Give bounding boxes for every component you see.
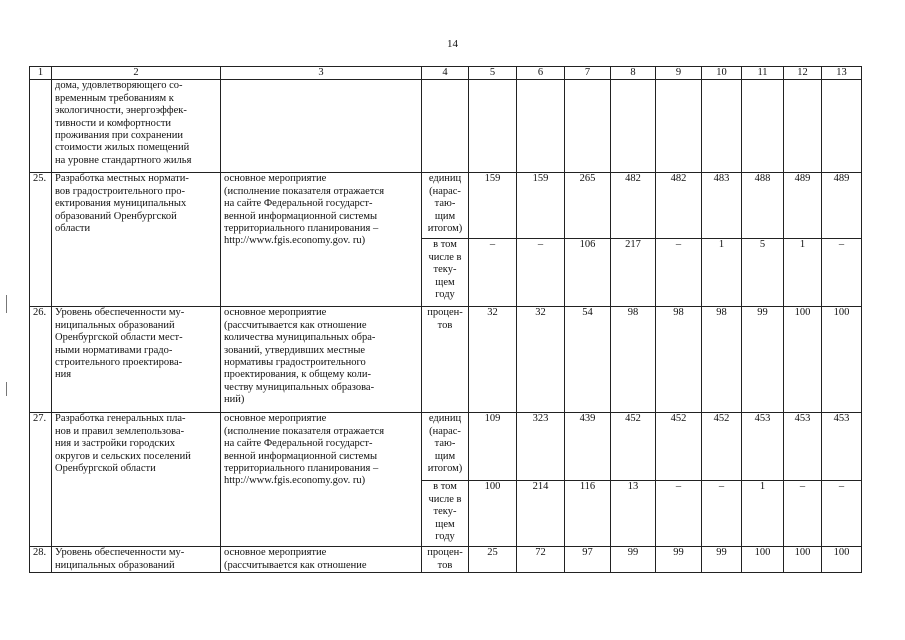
row-number-cell xyxy=(30,80,52,173)
column-number-cell: 11 xyxy=(742,67,784,80)
unit-cell: процен- тов xyxy=(422,307,469,413)
value-cell: 100 xyxy=(822,547,862,573)
value-cell: 13 xyxy=(611,481,656,547)
indicator-name-cell: дома, удовлетворяющего со- временным требованиям к экологичности, энергоэффек- тивности и комфортности проживания при сохранении стоимости жилых помещений на уровне стандартного жилья xyxy=(52,80,221,173)
table-row xyxy=(30,547,862,573)
column-number-cell: 3 xyxy=(221,67,422,80)
indicator-type-cell: основное мероприятие (рассчитывается как отношение количества муниципальных обра- зований, утвердивших местные нормативы градостроительного проектирования, к общему коли- честву муниципальных образова- ний) xyxy=(221,307,422,413)
value-cell: 100 xyxy=(742,547,784,573)
row-number-cell: 27. xyxy=(30,413,52,547)
value-cell: 159 xyxy=(469,173,517,239)
value-cell: 98 xyxy=(656,307,702,413)
table-row xyxy=(30,413,862,481)
column-number-cell: 1 xyxy=(30,67,52,80)
value-cell xyxy=(656,80,702,173)
column-number-cell: 7 xyxy=(565,67,611,80)
value-cell: 489 xyxy=(822,173,862,239)
column-number-cell: 8 xyxy=(611,67,656,80)
value-cell: 54 xyxy=(565,307,611,413)
value-cell: 453 xyxy=(822,413,862,481)
column-number-cell: 13 xyxy=(822,67,862,80)
value-cell: – xyxy=(517,239,565,307)
value-cell: 25 xyxy=(469,547,517,573)
value-cell xyxy=(565,80,611,173)
indicator-type-cell: основное мероприятие (рассчитывается как отношение xyxy=(221,547,422,573)
unit-cell: в том числе в теку- щем году xyxy=(422,481,469,547)
value-cell: 488 xyxy=(742,173,784,239)
indicator-type-cell: основное мероприятие (исполнение показателя отражается на сайте Федеральной государст- венной информационной системы территориального планирования – http://www.fgis.economy.gov. ru) xyxy=(221,413,422,547)
value-cell xyxy=(784,80,822,173)
value-cell: 98 xyxy=(702,307,742,413)
unit-cell: в том числе в теку- щем году xyxy=(422,239,469,307)
column-number-cell: 4 xyxy=(422,67,469,80)
value-cell: 99 xyxy=(611,547,656,573)
value-cell: – xyxy=(822,239,862,307)
value-cell: 5 xyxy=(742,239,784,307)
row-number-cell: 25. xyxy=(30,173,52,307)
value-cell: – xyxy=(822,481,862,547)
column-number-cell: 9 xyxy=(656,67,702,80)
value-cell: 489 xyxy=(784,173,822,239)
value-cell: 453 xyxy=(784,413,822,481)
unit-cell: процен- тов xyxy=(422,547,469,573)
value-cell xyxy=(702,80,742,173)
column-number-cell: 5 xyxy=(469,67,517,80)
value-cell: – xyxy=(702,481,742,547)
value-cell: 452 xyxy=(656,413,702,481)
value-cell: 116 xyxy=(565,481,611,547)
value-cell: 482 xyxy=(611,173,656,239)
page-number: 14 xyxy=(447,38,458,50)
value-cell: 452 xyxy=(611,413,656,481)
indicator-name-cell: Разработка местных нормати- вов градостроительного про- ектирования муниципальных образований Оренбургской области xyxy=(52,173,221,307)
value-cell: 159 xyxy=(517,173,565,239)
scan-margin-mark xyxy=(6,295,7,313)
table-row xyxy=(30,173,862,239)
value-cell: 1 xyxy=(742,481,784,547)
indicator-name-cell: Разработка генеральных пла- нов и правил землепользова- ния и застройки городских округов и сельских поселений Оренбургской области xyxy=(52,413,221,547)
value-cell: 100 xyxy=(469,481,517,547)
value-cell: 100 xyxy=(784,307,822,413)
column-number-cell: 6 xyxy=(517,67,565,80)
column-number-cell: 10 xyxy=(702,67,742,80)
value-cell: – xyxy=(656,239,702,307)
value-cell: 453 xyxy=(742,413,784,481)
value-cell xyxy=(469,80,517,173)
column-number-cell: 12 xyxy=(784,67,822,80)
value-cell: 32 xyxy=(469,307,517,413)
value-cell: 1 xyxy=(702,239,742,307)
value-cell: 1 xyxy=(784,239,822,307)
scan-margin-mark xyxy=(6,382,7,396)
row-number-cell: 28. xyxy=(30,547,52,573)
value-cell: 483 xyxy=(702,173,742,239)
table-row xyxy=(30,80,862,173)
value-cell: 482 xyxy=(656,173,702,239)
value-cell: 32 xyxy=(517,307,565,413)
value-cell: 452 xyxy=(702,413,742,481)
column-number-row xyxy=(30,67,862,80)
unit-cell xyxy=(422,80,469,173)
value-cell: 109 xyxy=(469,413,517,481)
value-cell: – xyxy=(469,239,517,307)
value-cell: – xyxy=(656,481,702,547)
indicator-name-cell: Уровень обеспеченности му- ниципальных образований Оренбургской области мест- ными нормативами градо- строительного проектирова- ния xyxy=(52,307,221,413)
indicator-type-cell xyxy=(221,80,422,173)
row-number-cell: 26. xyxy=(30,307,52,413)
value-cell: 265 xyxy=(565,173,611,239)
value-cell: – xyxy=(784,481,822,547)
value-cell xyxy=(822,80,862,173)
column-number-cell: 2 xyxy=(52,67,221,80)
value-cell: 100 xyxy=(784,547,822,573)
value-cell: 323 xyxy=(517,413,565,481)
value-cell: 72 xyxy=(517,547,565,573)
indicators-table xyxy=(29,66,862,573)
unit-cell: единиц (нарас- таю- щим итогом) xyxy=(422,413,469,481)
indicator-name-cell: Уровень обеспеченности му- ниципальных образований xyxy=(52,547,221,573)
value-cell: 100 xyxy=(822,307,862,413)
value-cell: 214 xyxy=(517,481,565,547)
value-cell xyxy=(517,80,565,173)
value-cell: 99 xyxy=(742,307,784,413)
value-cell: 106 xyxy=(565,239,611,307)
value-cell: 99 xyxy=(702,547,742,573)
value-cell: 439 xyxy=(565,413,611,481)
value-cell xyxy=(742,80,784,173)
value-cell: 98 xyxy=(611,307,656,413)
table-row xyxy=(30,307,862,413)
value-cell: 99 xyxy=(656,547,702,573)
value-cell: 97 xyxy=(565,547,611,573)
value-cell xyxy=(611,80,656,173)
indicator-type-cell: основное мероприятие (исполнение показателя отражается на сайте Федеральной государст- венной информационной системы территориального планирования – http://www.fgis.economy.gov. ru) xyxy=(221,173,422,307)
value-cell: 217 xyxy=(611,239,656,307)
unit-cell: единиц (нарас- таю- щим итогом) xyxy=(422,173,469,239)
